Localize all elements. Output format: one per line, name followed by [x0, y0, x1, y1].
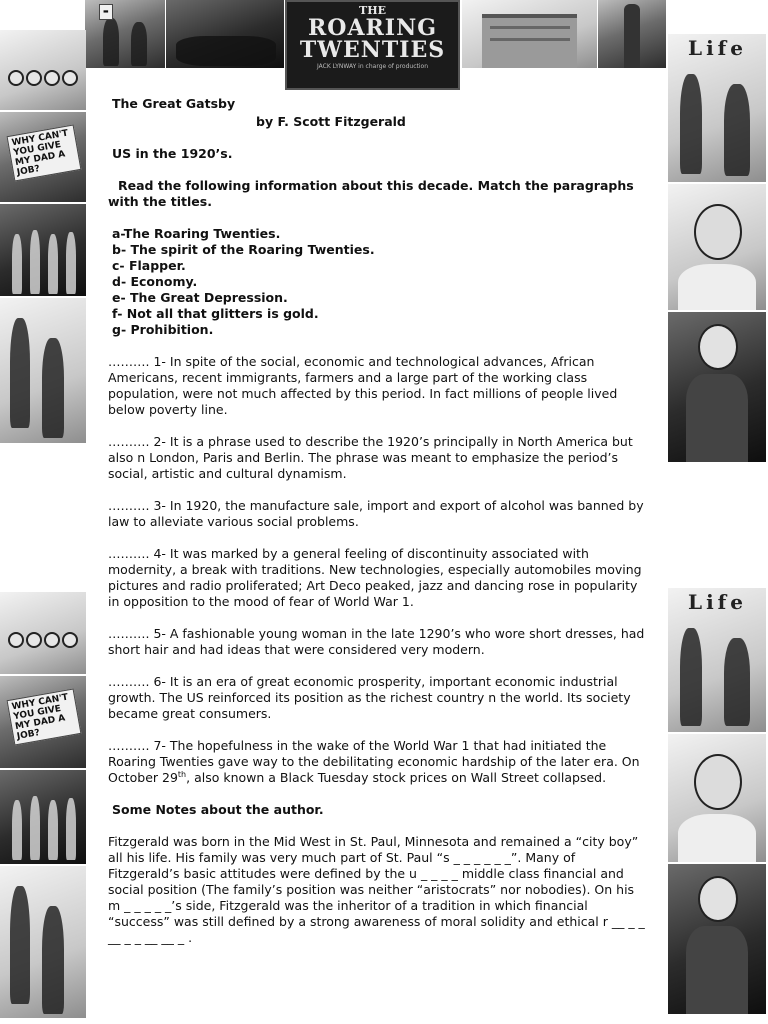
- worksheet-body: [108, 96, 648, 946]
- right-photo-flapper-pearls-2: [668, 864, 766, 1014]
- left-photo-dancing-couple: [0, 298, 86, 443]
- banner-title-line2: TWENTIES: [299, 37, 446, 63]
- life-magazine-title: Life: [688, 36, 747, 60]
- banner-subtitle: JACK LYNWAY in charge of production: [316, 63, 429, 70]
- paragraph-5: ………. 5- A fashionable young woman in the late 1290’s who wore short dresses, had short hair and had ideas that were considered very modern.: [108, 626, 645, 657]
- title-option-b: b- The spirit of the Roaring Twenties.: [112, 242, 375, 257]
- left-photo-children: [0, 30, 86, 110]
- title-option-a: a-The Roaring Twenties.: [112, 226, 281, 241]
- left-photo-dancing-couple-2: [0, 866, 86, 1018]
- left-photo-protest-sign: [0, 112, 86, 202]
- title-option-f: f- Not all that glitters is gold.: [112, 306, 319, 321]
- doc-author: by F. Scott Fitzgerald: [256, 114, 406, 129]
- title-option-d: d- Economy.: [112, 274, 198, 289]
- title-option-e: e- The Great Depression.: [112, 290, 288, 305]
- paragraph-2: ………. 2- It is a phrase used to describe the 1920’s principally in North America but also n London, Paris and Berlin. The phrase was meant to emphasize the period’s social, artistic and cultural dynamism.: [108, 434, 633, 481]
- banner-the: THE: [359, 4, 386, 17]
- top-photo-skyscraper: [598, 0, 666, 68]
- title-option-c: c- Flapper.: [112, 258, 186, 273]
- paragraph-7-before: ………. 7- The hopefulness in the wake of the World War 1 that had initiated the Roaring Twenties gave way to the debilitating economic hardship of the later era. On October 29: [108, 738, 640, 785]
- protest-sign-upper: WHY CAN'T YOU GIVE MY DAD A JOB?: [7, 124, 82, 181]
- paragraph-6: ………. 6- It is an era of great economic prosperity, important economic industrial growth. The US reinforced its position as the richest country n the world. Its society became great consumers.: [108, 674, 631, 721]
- banner-title-line1: ROARING: [308, 15, 437, 41]
- title-option-g: g- Prohibition.: [112, 322, 214, 337]
- left-photo-protest-sign-2: [0, 676, 86, 768]
- section-heading: US in the 1920’s.: [112, 146, 233, 161]
- left-photo-dancers: [0, 204, 86, 296]
- top-photo-crowd: [166, 0, 284, 68]
- top-photo-protesters: [85, 0, 165, 68]
- notes-text: Fitzgerald was born in the Mid West in St. Paul, Minnesota and remained a “city boy” all his life. His family was very much part of St. Paul “s _ _ _ _ _ _”. Many of Fitzgerald’s basic attitudes were defined by the u _ _ _ _ middle class financial and social position (The family’s position was neither “aristocrats” nor nobodies). On his m _ _ _ _ _’s side, Fitzgerald was the inheritor of a tradition in which financial “success” was still defined by a strong awareness of moral solidity and ethical r __ _ _ __ _ _ __ __ _ .: [108, 834, 645, 945]
- right-photo-life-cover-2: [668, 588, 766, 732]
- top-photo-building: [462, 0, 597, 68]
- paragraph-3: ………. 3- In 1920, the manufacture sale, import and export of alcohol was banned by law to alleviate various social problems.: [108, 498, 644, 529]
- right-photo-flapper-hat: [668, 184, 766, 310]
- doc-title: The Great Gatsby: [112, 96, 236, 111]
- right-photo-flapper-pearls: [668, 312, 766, 462]
- life-magazine-title-2: Life: [688, 590, 747, 614]
- instruction: Read the following information about this decade. Match the paragraphs with the titles.: [108, 178, 634, 209]
- paragraph-7: [108, 738, 648, 786]
- right-photo-flapper-hat-2: [668, 734, 766, 862]
- paragraph-7-sup: th: [177, 769, 187, 779]
- protest-sign-lower: WHY CAN'T YOU GIVE MY DAD A JOB?: [7, 688, 82, 745]
- titles-list: [108, 226, 648, 338]
- left-photo-dancers-2: [0, 770, 86, 864]
- paragraph-4: ………. 4- It was marked by a general feeling of discontinuity associated with modernity, a break with traditions. New technologies, especially automobiles moving pictures and radio proliferated; Art Deco peaked, jazz and dancing rose in popularity in opposition to the mood of fear of World War 1.: [108, 546, 642, 609]
- paragraph-1: ………. 1- In spite of the social, economic and technological advances, African Americans, recent immigrants, farmers and a large part of the working class population, were not much affected by this period. In fact millions of people lived below poverty line.: [108, 354, 618, 417]
- roaring-twenties-banner: [285, 0, 460, 90]
- right-photo-life-cover: [668, 34, 766, 182]
- notes-heading: Some Notes about the author.: [112, 802, 324, 817]
- protest-sign: ▬: [99, 4, 113, 20]
- paragraph-7-after: , also known a Black Tuesday stock prices on Wall Street collapsed.: [186, 770, 607, 785]
- left-photo-children-2: [0, 592, 86, 674]
